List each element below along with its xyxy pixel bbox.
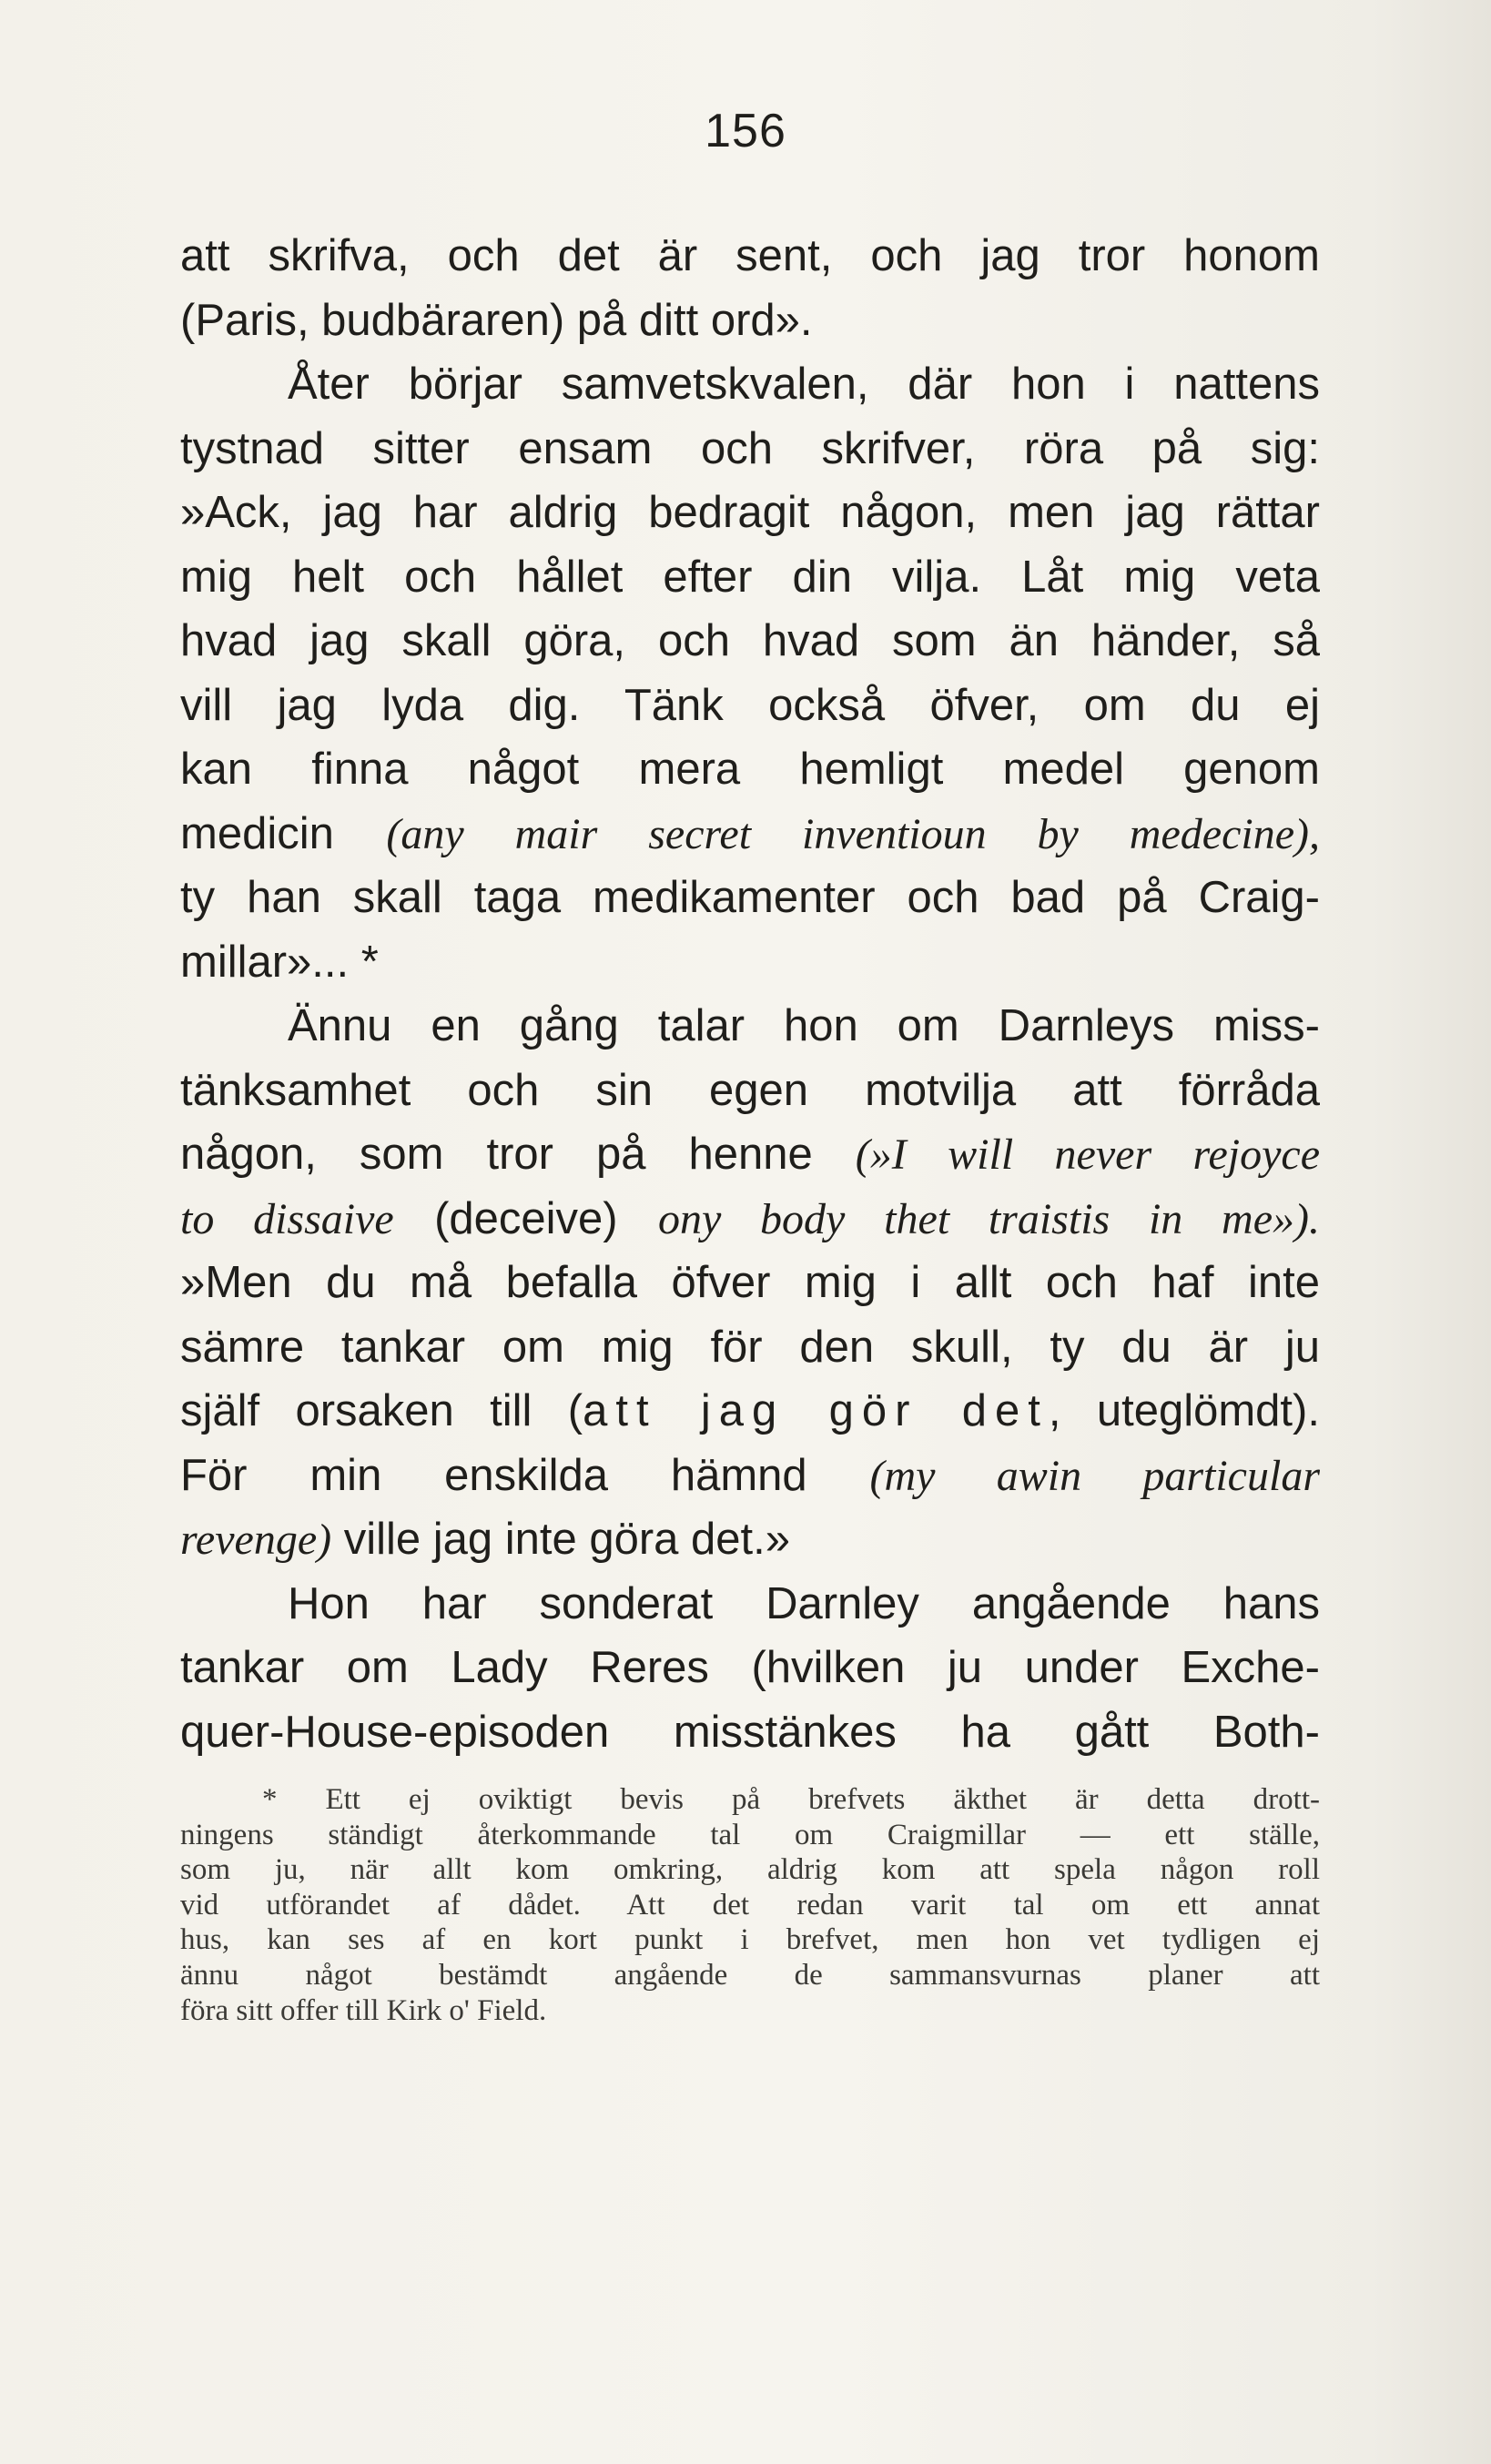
- body-line: [180, 352, 1320, 417]
- text-segment: någon, som tror på henne: [180, 1130, 856, 1179]
- footnote: [180, 1782, 1320, 2028]
- text-segment: Ännu en gång talar hon om Darnleys miss-: [288, 1001, 1320, 1050]
- footnote-line: ännu något bestämdt angående de sammansvurnas planer att: [180, 1958, 1320, 1992]
- body-line: [180, 1315, 1320, 1380]
- body-line: [180, 1379, 1320, 1444]
- text-segment: För min enskilda hämnd: [180, 1450, 870, 1500]
- text-segment: mig helt och hållet efter din vilja. Låt mig veta: [180, 552, 1320, 602]
- text-segment: att skrifva, och det är sent, och jag tror honom: [180, 231, 1320, 280]
- body-line: [180, 1059, 1320, 1123]
- footnote-line: * Ett ej oviktigt bevis på brefvets äkthet är detta drott-: [262, 1783, 1320, 1816]
- text-segment: ville jag inte göra det.»: [331, 1515, 791, 1564]
- body-line: [180, 737, 1320, 802]
- body-line: [180, 417, 1320, 482]
- body-line: [180, 994, 1320, 1059]
- body-line: [180, 802, 1320, 867]
- text-segment: »Men du må befalla öfver mig i allt och haf inte: [180, 1258, 1320, 1307]
- body-line: [180, 930, 1320, 995]
- text-segment: medicin: [180, 808, 387, 858]
- footnote-line: vid utförandet af dådet. Att det redan varit tal om ett annat: [180, 1888, 1320, 1922]
- footnote-line: som ju, när allt kom omkring, aldrig kom att spela någon roll: [180, 1853, 1320, 1887]
- text-segment: »Ack, jag har aldrig bedragit någon, men jag rättar: [180, 488, 1320, 537]
- body-line: [180, 1636, 1320, 1700]
- text-segment: Hon har sonderat Darnley angående hans: [288, 1578, 1320, 1628]
- body-line: [180, 1572, 1320, 1637]
- body-line: [180, 224, 1320, 289]
- page-number: 156: [705, 105, 786, 157]
- text-segment: tystnad sitter ensam och skrifver, röra på sig:: [180, 423, 1320, 473]
- italic-quote: (»I will never rejoyce: [855, 1131, 1320, 1179]
- text-segment: Åter börjar samvetskvalen, där hon i nattens: [288, 360, 1320, 409]
- body-line: [180, 1251, 1320, 1315]
- footnote-line: hus, kan ses af en kort punkt i brefvet, men hon vet tydligen ej: [180, 1923, 1320, 1957]
- italic-quote: to dissaive: [180, 1194, 394, 1243]
- text-segment: själf orsaken till (: [180, 1386, 583, 1435]
- text-segment: hvad jag skall göra, och hvad som än händer, så: [180, 616, 1320, 665]
- body-line: [180, 481, 1320, 545]
- text-segment: ty han skall taga medikamenter och bad på Craig-: [180, 873, 1320, 922]
- body-line: [180, 289, 1320, 353]
- body-line: [180, 1122, 1320, 1187]
- italic-quote: revenge): [180, 1516, 332, 1564]
- text-segment: (Paris, budbäraren) på ditt ord».: [180, 295, 813, 345]
- footnote-line: föra sitt offer till Kirk o' Field.: [180, 1993, 547, 2027]
- body-line: [180, 1444, 1320, 1508]
- body-line: [180, 866, 1320, 930]
- body-line: [180, 1187, 1320, 1252]
- text-segment: sämre tankar om mig för den skull, ty du är ju: [180, 1322, 1320, 1372]
- body-line: [180, 1507, 1320, 1572]
- text-segment: millar»... *: [180, 937, 379, 987]
- body-line: [180, 674, 1320, 738]
- italic-quote: ony body thet traistis in me»).: [658, 1194, 1320, 1243]
- text-segment: kan finna något mera hemligt medel genom: [180, 745, 1320, 794]
- text-segment: (deceive): [393, 1193, 658, 1243]
- body-line: [180, 1700, 1320, 1765]
- footnote-line: ningens ständigt återkommande tal om Craigmillar — ett ställe,: [180, 1818, 1320, 1851]
- italic-quote: (my awin particular: [869, 1451, 1320, 1500]
- body-text: [180, 224, 1320, 1764]
- body-line: [180, 609, 1320, 674]
- spaced-text: att jag gör det: [583, 1386, 1049, 1435]
- text-segment: vill jag lyda dig. Tänk också öfver, om du ej: [180, 680, 1320, 730]
- text-segment: tänksamhet och sin egen motvilja att förråda: [180, 1065, 1320, 1115]
- text-segment: quer-House-episoden misstänkes ha gått Both-: [180, 1707, 1320, 1757]
- text-segment: tankar om Lady Reres (hvilken ju under Exche-: [180, 1643, 1320, 1692]
- body-line: [180, 545, 1320, 610]
- text-segment: , uteglömdt).: [1048, 1386, 1320, 1435]
- italic-quote: (any mair secret inventioun by medecine),: [386, 809, 1320, 858]
